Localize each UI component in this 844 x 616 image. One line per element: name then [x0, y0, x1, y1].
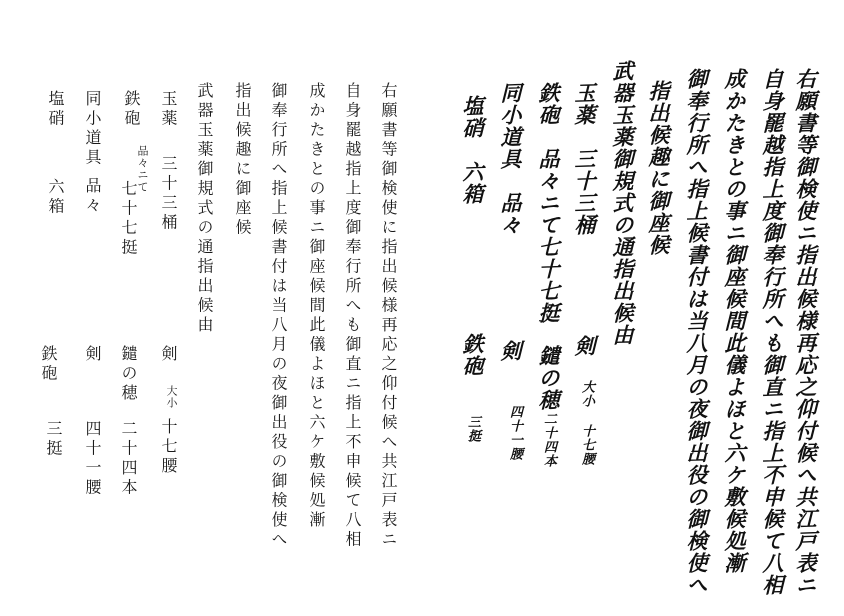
handwritten-column-3: 成かたきとの事ニ御座候間此儀よほと六ケ敷候処漸: [722, 67, 747, 575]
lower-item-name-3: 剣: [83, 345, 102, 365]
handwritten-column-5: 指出候趣に御座候: [646, 79, 671, 257]
transcription-line-2: 自身罷越指上度御奉行所へも御直ニ指上不申候て八相: [343, 82, 362, 550]
handwritten-lower-label-4: 鉄砲: [460, 332, 485, 378]
item-value-1: 三十三桶: [159, 155, 178, 233]
lower-item-value-1: 十七腰: [159, 418, 178, 477]
item-value-4: 六箱: [46, 178, 65, 217]
handwritten-lower-value-1: 大小 十七腰: [579, 380, 594, 466]
item-name-1: 玉薬: [159, 90, 178, 129]
transcription-line-1: 右願書等御検使に指出候様再応之仰付候へ共江戸表ニ: [379, 82, 398, 550]
lower-item-value-2: 二十四本: [119, 420, 138, 498]
handwritten-lower-label-1: 剣: [572, 334, 597, 358]
handwritten-column-1: 右願書等御検使ニ指出候様再応之仰付候へ共江戸表ニ: [793, 67, 818, 597]
lower-item-value-3: 四十一腰: [83, 420, 102, 498]
handwritten-column-2: 自身罷越指上度御奉行所へも御直ニ指上不申候て八相: [760, 67, 785, 597]
lower-item-value-4: 三挺: [44, 420, 63, 459]
lower-item-name-2: 鑓の穂: [119, 345, 138, 404]
transcription-line-4: 御奉行所へ指上候書付は当八月の夜御出役の御検使へ: [269, 82, 288, 550]
handwritten-column-4: 御奉行所へ指上候書付は当八月の夜御出役の御検使へ: [684, 67, 709, 597]
lower-item-note-1: 大小: [165, 385, 178, 409]
handwritten-lower-label-3: 剣: [498, 339, 523, 363]
item-value-3: 品々: [83, 177, 102, 216]
handwritten-column-8: 鉄砲 品々ニて七十七挺: [536, 81, 561, 325]
handwritten-lower-value-3: 四十一腰: [507, 405, 522, 461]
handwritten-lower-label-2: 鑓の穂: [536, 344, 561, 412]
handwritten-lower-value-4: 三挺: [465, 415, 480, 443]
handwritten-column-10: 塩硝 六箱: [460, 94, 485, 206]
lower-item-name-4: 鉄砲: [39, 345, 58, 384]
handwritten-column-9: 同小道具 品々: [498, 81, 523, 237]
item-name-2: 鉄砲: [122, 90, 141, 129]
handwritten-column-6: 武器玉薬御規式の通指出候由: [610, 59, 635, 347]
transcription-line-6: 武器玉薬御規式の通指出候由: [195, 82, 214, 336]
handwritten-lower-value-2: 二十四本: [541, 412, 556, 468]
handwritten-column-7: 玉薬 三十三桶: [572, 81, 597, 237]
lower-item-name-1: 剣: [159, 345, 178, 365]
item-note-2: 品々ニて: [136, 145, 149, 193]
item-value-2: 七十七挺: [119, 180, 138, 258]
transcription-line-5: 指出候趣に御座候: [233, 82, 252, 238]
item-name-3: 同小道具: [83, 90, 102, 168]
transcription-line-3: 成かたきとの事ニ御座候間此儀よほと六ケ敷候処漸: [307, 82, 326, 531]
item-name-4: 塩硝: [46, 90, 65, 129]
